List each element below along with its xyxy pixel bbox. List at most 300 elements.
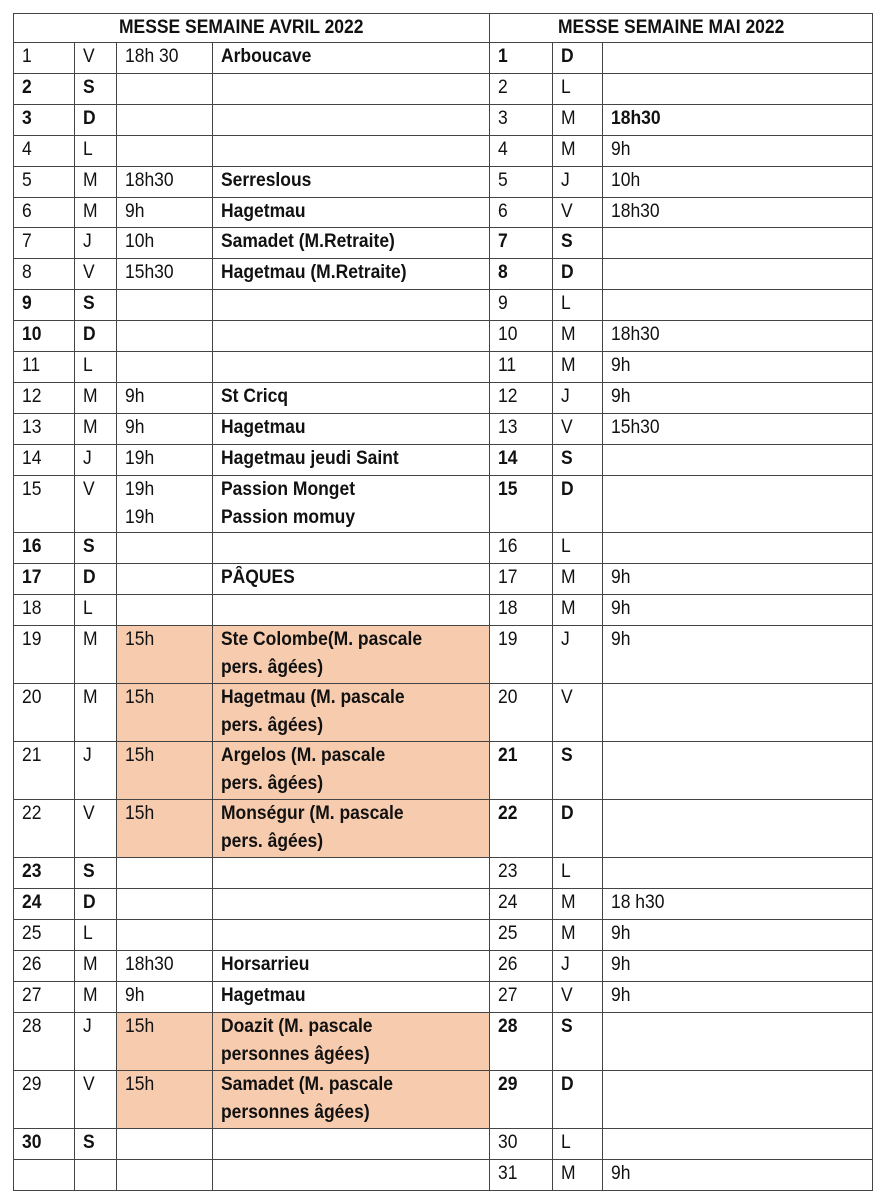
april-time: [117, 951, 213, 982]
april-weekday: [75, 198, 117, 228]
april-day-number: [14, 136, 75, 167]
may-weekday-text: L: [561, 861, 571, 882]
table-row: [14, 1129, 873, 1160]
may-weekday: [553, 290, 603, 321]
may-day-number-text: 24: [498, 892, 518, 913]
april-day-number-text: 24: [22, 892, 42, 913]
april-weekday-text: J: [83, 448, 92, 469]
table-row: [14, 476, 873, 533]
april-day-number-text: 17: [22, 567, 42, 588]
may-day-number: [490, 1129, 553, 1160]
may-day-number: [490, 228, 553, 259]
april-time-text: 18h30: [125, 170, 174, 191]
may-weekday-text: D: [561, 262, 574, 283]
april-weekday-text: S: [83, 536, 95, 557]
may-weekday: [553, 198, 603, 228]
april-day-number: [14, 1160, 75, 1191]
may-day-number: [490, 414, 553, 445]
april-weekday: [75, 1129, 117, 1160]
april-day-number: [14, 476, 75, 533]
may-time: [603, 684, 873, 742]
may-day-number-text: 31: [498, 1163, 518, 1184]
may-weekday-text: J: [561, 386, 570, 407]
april-weekday: [75, 533, 117, 564]
may-weekday: [553, 1129, 603, 1160]
april-weekday-text: M: [83, 201, 98, 222]
april-weekday-text: V: [83, 803, 95, 824]
may-weekday-text: M: [561, 1163, 576, 1184]
april-day-number: [14, 626, 75, 684]
may-weekday-text: L: [561, 1132, 571, 1153]
april-weekday: [75, 136, 117, 167]
april-weekday: [75, 1160, 117, 1191]
april-time-text: 15h: [125, 629, 155, 650]
may-day-number-text: 26: [498, 954, 518, 975]
may-weekday-text: M: [561, 108, 576, 129]
may-weekday-text: D: [561, 1074, 574, 1095]
may-time-text: 9h: [611, 386, 631, 407]
table-row: [14, 800, 873, 858]
april-time: [117, 228, 213, 259]
may-header: MESSE SEMAINE MAI 2022: [490, 14, 873, 43]
may-weekday-text: V: [561, 985, 573, 1006]
april-weekday: [75, 259, 117, 290]
may-time: [603, 198, 873, 228]
april-time: [117, 290, 213, 321]
april-day-number: [14, 889, 75, 920]
may-day-number: [490, 383, 553, 414]
may-day-number: [490, 533, 553, 564]
april-location: [213, 920, 490, 951]
may-day-number-text: 25: [498, 923, 518, 944]
april-weekday-text: L: [83, 923, 93, 944]
may-time: [603, 105, 873, 136]
may-time: [603, 889, 873, 920]
may-weekday-text: J: [561, 954, 570, 975]
april-location-text: Argelos (M. pascale: [221, 745, 386, 766]
april-time-text: 15h: [125, 1074, 155, 1095]
april-location-text: Arboucave: [221, 46, 312, 67]
april-location: [213, 742, 490, 800]
april-location: [213, 1013, 490, 1071]
may-weekday-text: V: [561, 417, 573, 438]
may-day-number-text: 9: [498, 293, 508, 314]
april-day-number: [14, 321, 75, 352]
april-weekday-text: D: [83, 108, 96, 129]
may-time: [603, 1129, 873, 1160]
april-weekday-text: V: [83, 1074, 95, 1095]
april-day-number-text: 30: [22, 1132, 42, 1153]
may-time: [603, 476, 873, 533]
may-time-text: 9h: [611, 598, 631, 619]
may-day-number: [490, 198, 553, 228]
may-weekday: [553, 1160, 603, 1191]
may-weekday: [553, 1071, 603, 1129]
april-time: [117, 626, 213, 684]
may-time-text: 9h: [611, 954, 631, 975]
table-row: [14, 445, 873, 476]
april-location: [213, 290, 490, 321]
april-header: MESSE SEMAINE AVRIL 2022: [14, 14, 490, 43]
may-day-number: [490, 742, 553, 800]
may-weekday: [553, 533, 603, 564]
april-weekday-text: M: [83, 170, 98, 191]
april-day-number: [14, 920, 75, 951]
april-location: [213, 800, 490, 858]
may-day-number-text: 3: [498, 108, 508, 129]
april-weekday: [75, 414, 117, 445]
may-day-number-text: 30: [498, 1132, 518, 1153]
april-weekday: [75, 800, 117, 858]
may-day-number-text: 22: [498, 803, 518, 824]
april-weekday: [75, 742, 117, 800]
may-weekday: [553, 858, 603, 889]
april-weekday-text: S: [83, 861, 95, 882]
table-row: [14, 198, 873, 228]
table-row: [14, 136, 873, 167]
april-time: [117, 198, 213, 228]
april-weekday: [75, 105, 117, 136]
table-row: [14, 889, 873, 920]
may-weekday-text: L: [561, 77, 571, 98]
may-day-number-text: 12: [498, 386, 518, 407]
april-weekday-text: J: [83, 745, 92, 766]
table-row: [14, 321, 873, 352]
april-time: [117, 564, 213, 595]
may-day-number-text: 2: [498, 77, 508, 98]
april-day-number: [14, 445, 75, 476]
april-weekday-text: M: [83, 629, 98, 650]
april-weekday-text: S: [83, 1132, 95, 1153]
table-row: [14, 626, 873, 684]
april-time: [117, 858, 213, 889]
may-weekday: [553, 167, 603, 198]
may-time: [603, 414, 873, 445]
table-row: [14, 105, 873, 136]
table-row: [14, 74, 873, 105]
april-location: [213, 105, 490, 136]
april-location: [213, 684, 490, 742]
april-time-text: 15h: [125, 1016, 155, 1037]
april-weekday-text: D: [83, 324, 96, 345]
table-row: [14, 352, 873, 383]
april-weekday-text: V: [83, 46, 95, 67]
may-time-text: 9h: [611, 355, 631, 376]
april-weekday: [75, 626, 117, 684]
april-time: [117, 533, 213, 564]
may-time: [603, 43, 873, 74]
april-weekday: [75, 595, 117, 626]
may-time: [603, 742, 873, 800]
may-day-number: [490, 105, 553, 136]
april-day-number-text: 8: [22, 262, 32, 283]
april-day-number-text: 28: [22, 1016, 42, 1037]
april-day-number-text: 13: [22, 417, 42, 438]
may-weekday-text: S: [561, 231, 573, 252]
schedule-body: [14, 43, 873, 1191]
may-day-number-text: 10: [498, 324, 518, 345]
may-time: [603, 321, 873, 352]
may-day-number-text: 11: [498, 355, 517, 376]
may-day-number-text: 27: [498, 985, 518, 1006]
april-day-number-text: 3: [22, 108, 32, 129]
may-weekday-text: J: [561, 170, 570, 191]
april-time: [117, 684, 213, 742]
april-location-text: Doazit (M. pascale: [221, 1016, 373, 1037]
april-location: [213, 43, 490, 74]
april-day-number-text: 19: [22, 629, 42, 650]
april-day-number: [14, 105, 75, 136]
april-time-text-line2: 19h: [125, 507, 155, 528]
april-day-number: [14, 982, 75, 1013]
may-day-number: [490, 352, 553, 383]
april-time-text: 18h30: [125, 954, 174, 975]
april-weekday: [75, 564, 117, 595]
may-weekday-text: D: [561, 803, 574, 824]
may-time-text: 9h: [611, 629, 631, 650]
may-day-number-text: 14: [498, 448, 518, 469]
april-weekday-text: J: [83, 231, 92, 252]
april-weekday: [75, 43, 117, 74]
april-time: [117, 889, 213, 920]
may-day-number: [490, 800, 553, 858]
april-location-text-line2: personnes âgées): [221, 1102, 370, 1123]
table-row: [14, 982, 873, 1013]
april-weekday-text: M: [83, 687, 98, 708]
april-location: [213, 1129, 490, 1160]
april-location-text: Hagetmau: [221, 201, 306, 222]
may-weekday-text: J: [561, 629, 570, 650]
may-weekday-text: M: [561, 355, 576, 376]
may-day-number: [490, 564, 553, 595]
may-time-text: 10h: [611, 170, 641, 191]
may-time-text: 9h: [611, 923, 631, 944]
may-weekday-text: M: [561, 324, 576, 345]
april-location-text: Ste Colombe(M. pascale: [221, 629, 423, 650]
may-weekday: [553, 742, 603, 800]
april-location: [213, 564, 490, 595]
april-location: [213, 414, 490, 445]
may-weekday: [553, 564, 603, 595]
april-location: [213, 136, 490, 167]
may-time-text: 9h: [611, 1163, 631, 1184]
april-weekday-text: J: [83, 1016, 92, 1037]
may-weekday-text: V: [561, 687, 573, 708]
may-weekday: [553, 684, 603, 742]
april-day-number-text: 15: [22, 479, 42, 500]
april-time-text: 15h: [125, 687, 155, 708]
table-row: [14, 920, 873, 951]
april-weekday: [75, 383, 117, 414]
april-location-text-line2: pers. âgées): [221, 715, 324, 736]
april-day-number: [14, 533, 75, 564]
april-location: [213, 595, 490, 626]
april-weekday: [75, 445, 117, 476]
may-day-number-text: 19: [498, 629, 518, 650]
may-time: [603, 595, 873, 626]
april-location: [213, 476, 490, 533]
april-weekday-text: D: [83, 892, 96, 913]
april-time-text: 19h: [125, 479, 155, 500]
may-day-number: [490, 951, 553, 982]
may-day-number-text: 7: [498, 231, 508, 252]
may-weekday: [553, 1013, 603, 1071]
april-location-text: Hagetmau jeudi Saint: [221, 448, 399, 469]
april-day-number-text: 7: [22, 231, 32, 252]
april-weekday-text: S: [83, 293, 95, 314]
april-weekday: [75, 74, 117, 105]
may-day-number-text: 8: [498, 262, 508, 283]
april-location-text: Samadet (M. pascale: [221, 1074, 393, 1095]
april-location: [213, 982, 490, 1013]
may-weekday-text: M: [561, 567, 576, 588]
table-row: [14, 1071, 873, 1129]
may-day-number: [490, 1160, 553, 1191]
april-time: [117, 445, 213, 476]
april-location-text-line2: Passion momuy: [221, 507, 356, 528]
april-day-number: [14, 951, 75, 982]
may-time-text: 9h: [611, 567, 631, 588]
april-day-number: [14, 414, 75, 445]
may-day-number: [490, 684, 553, 742]
may-time: [603, 1160, 873, 1191]
april-location: [213, 198, 490, 228]
table-row: [14, 228, 873, 259]
april-day-number: [14, 1129, 75, 1160]
april-day-number-text: 10: [22, 324, 42, 345]
april-weekday: [75, 889, 117, 920]
april-day-number-text: 21: [22, 745, 42, 766]
april-time: [117, 352, 213, 383]
april-time: [117, 1129, 213, 1160]
april-time: [117, 321, 213, 352]
april-location: [213, 1071, 490, 1129]
may-day-number: [490, 920, 553, 951]
may-time: [603, 951, 873, 982]
april-location-text: Hagetmau: [221, 985, 306, 1006]
may-day-number-text: 23: [498, 861, 518, 882]
table-row: [14, 259, 873, 290]
april-location: [213, 445, 490, 476]
may-time-text: 18h30: [611, 324, 660, 345]
may-time: [603, 982, 873, 1013]
table-row: [14, 564, 873, 595]
may-time-text: 15h30: [611, 417, 660, 438]
april-time-text: 18h 30: [125, 46, 179, 67]
april-weekday: [75, 1071, 117, 1129]
april-location-text: Passion Monget: [221, 479, 356, 500]
may-day-number: [490, 858, 553, 889]
may-time: [603, 626, 873, 684]
may-weekday-text: M: [561, 892, 576, 913]
may-time: [603, 290, 873, 321]
may-day-number-text: 17: [498, 567, 518, 588]
may-weekday: [553, 920, 603, 951]
may-weekday: [553, 414, 603, 445]
may-day-number-text: 15: [498, 479, 518, 500]
table-row: [14, 414, 873, 445]
april-location: [213, 321, 490, 352]
april-weekday-text: S: [83, 77, 95, 98]
may-time: [603, 259, 873, 290]
may-time-text: 9h: [611, 985, 631, 1006]
april-day-number-text: 27: [22, 985, 42, 1006]
table-row: [14, 684, 873, 742]
may-weekday-text: S: [561, 745, 573, 766]
april-day-number-text: 29: [22, 1074, 42, 1095]
april-day-number: [14, 1013, 75, 1071]
may-time: [603, 167, 873, 198]
april-day-number-text: 18: [22, 598, 42, 619]
may-day-number-text: 20: [498, 687, 518, 708]
may-day-number: [490, 889, 553, 920]
april-weekday-text: M: [83, 417, 98, 438]
april-day-number-text: 5: [22, 170, 32, 191]
may-day-number: [490, 1013, 553, 1071]
april-location-text: Hagetmau (M.Retraite): [221, 262, 407, 283]
april-weekday-text: L: [83, 355, 93, 376]
april-location-text-line2: pers. âgées): [221, 831, 324, 852]
april-day-number: [14, 1071, 75, 1129]
may-weekday: [553, 800, 603, 858]
may-time-text: 9h: [611, 139, 631, 160]
may-weekday-text: M: [561, 139, 576, 160]
april-time: [117, 105, 213, 136]
april-location-text: Hagetmau: [221, 417, 306, 438]
april-time: [117, 1071, 213, 1129]
table-row: [14, 533, 873, 564]
april-time-text: 15h30: [125, 262, 174, 283]
april-time-text: 9h: [125, 201, 145, 222]
may-weekday-text: S: [561, 1016, 573, 1037]
april-day-number: [14, 595, 75, 626]
april-location-text-line2: pers. âgées): [221, 773, 324, 794]
may-weekday: [553, 43, 603, 74]
mass-schedule-table: [13, 13, 873, 1191]
april-time: [117, 1013, 213, 1071]
may-day-number: [490, 259, 553, 290]
april-weekday-text: M: [83, 386, 98, 407]
april-location: [213, 626, 490, 684]
april-day-number-text: 16: [22, 536, 42, 557]
april-day-number: [14, 290, 75, 321]
may-day-number: [490, 476, 553, 533]
table-row: [14, 1013, 873, 1071]
may-time-text: 18h30: [611, 108, 661, 129]
may-weekday: [553, 951, 603, 982]
april-location-text: PÂQUES: [221, 567, 295, 588]
table-row: [14, 167, 873, 198]
april-day-number: [14, 259, 75, 290]
april-location: [213, 167, 490, 198]
table-row: [14, 1160, 873, 1191]
april-day-number: [14, 167, 75, 198]
april-day-number-text: 9: [22, 293, 32, 314]
may-day-number-text: 6: [498, 201, 508, 222]
april-day-number: [14, 43, 75, 74]
april-weekday-text: M: [83, 985, 98, 1006]
may-day-number-text: 16: [498, 536, 518, 557]
april-time: [117, 595, 213, 626]
may-day-number: [490, 982, 553, 1013]
april-weekday: [75, 1013, 117, 1071]
april-time: [117, 742, 213, 800]
april-day-number: [14, 742, 75, 800]
april-time: [117, 920, 213, 951]
may-time: [603, 352, 873, 383]
may-day-number-text: 28: [498, 1016, 518, 1037]
may-day-number: [490, 595, 553, 626]
